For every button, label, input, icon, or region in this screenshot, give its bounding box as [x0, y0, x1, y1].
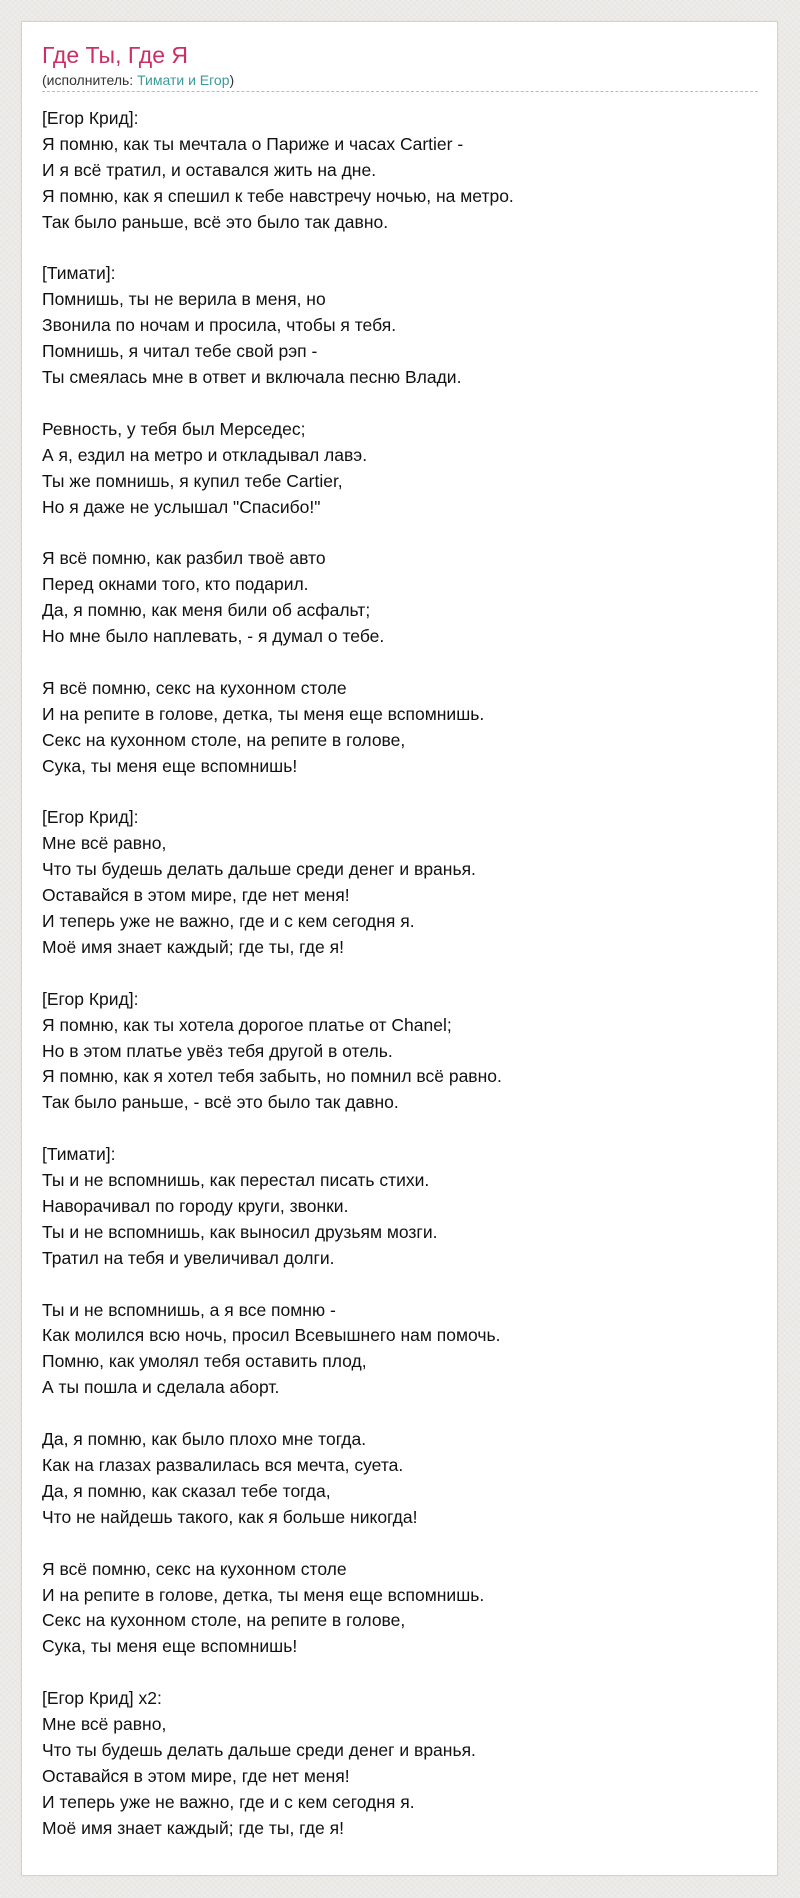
lyrics-line: Что ты будешь делать дальше среди денег и вранья.	[42, 1739, 476, 1760]
lyrics-line: Что ты будешь делать дальше среди денег и вранья.	[42, 859, 476, 880]
lyrics-stanza	[42, 1298, 758, 1402]
lyrics-line: Сука, ты меня еще вспомнишь!	[42, 755, 298, 776]
artist-link[interactable]: Тимати и Егор	[137, 72, 230, 88]
lyrics-line: Наворачивал по городу круги, звонки.	[42, 1195, 349, 1216]
lyrics-line: Я всё помню, секс на кухонном столе	[42, 1558, 347, 1579]
lyrics-line: Ревность, у тебя был Мерседес;	[42, 418, 306, 439]
lyrics-stanza	[42, 261, 758, 391]
lyrics-line: Я помню, как я хотел тебя забыть, но помнил всё равно.	[42, 1066, 502, 1087]
lyrics-line: Да, я помню, как сказал тебе тогда,	[42, 1480, 331, 1501]
lyrics-stanza	[42, 676, 758, 780]
lyrics-line: [Егор Крид] x2:	[42, 1688, 162, 1709]
lyrics-line: Ты же помнишь, я купил тебе Cartier,	[42, 470, 343, 491]
lyrics-line: Ты и не вспомнишь, а я все помню -	[42, 1299, 336, 1320]
lyrics-stanza	[42, 987, 758, 1117]
lyrics-line: Что не найдешь такого, как я больше никогда!	[42, 1506, 418, 1527]
lyrics-stanza	[42, 805, 758, 960]
song-header	[42, 42, 758, 92]
lyrics-line: Помнишь, я читал тебе свой рэп -	[42, 341, 318, 362]
lyrics-line: Ты смеялась мне в ответ и включала песню Влади.	[42, 367, 462, 388]
lyrics-line: [Тимати]:	[42, 263, 116, 284]
lyrics-stanza	[42, 1427, 758, 1531]
lyrics-line: [Егор Крид]:	[42, 807, 139, 828]
lyrics-line: Да, я помню, как меня били об асфальт;	[42, 600, 371, 621]
lyrics-line: Секс на кухонном столе, на репите в голове,	[42, 729, 406, 750]
lyrics-line: Как молился всю ночь, просил Всевышнего нам помочь.	[42, 1325, 501, 1346]
lyrics-line: Ты и не вспомнишь, как перестал писать стихи.	[42, 1170, 430, 1191]
lyrics-line: Я помню, как ты мечтала о Париже и часах Cartier -	[42, 133, 464, 154]
lyrics-line: Оставайся в этом мире, где нет меня!	[42, 1765, 350, 1786]
lyrics-line: И я всё тратил, и оставался жить на дне.	[42, 159, 377, 180]
lyrics-line: Секс на кухонном столе, на репите в голове,	[42, 1610, 406, 1631]
lyrics-line: Мне всё равно,	[42, 833, 167, 854]
lyrics-line: Я помню, как я спешил к тебе навстречу ночью, на метро.	[42, 185, 514, 206]
lyrics-line: Я всё помню, как разбил твоё авто	[42, 548, 326, 569]
lyrics-line: Тратил на тебя и увеличивал долги.	[42, 1247, 335, 1268]
lyrics-line: Звонила по ночам и просила, чтобы я тебя.	[42, 315, 397, 336]
lyrics-line: Но я даже не услышал "Спасибо!"	[42, 496, 321, 517]
lyrics-line: [Тимати]:	[42, 1144, 116, 1165]
lyrics-stanza	[42, 417, 758, 521]
lyrics-line: Мне всё равно,	[42, 1714, 167, 1735]
lyrics-line: Я всё помню, секс на кухонном столе	[42, 677, 347, 698]
lyrics-stanza	[42, 1557, 758, 1661]
lyrics-line: И теперь уже не важно, где и с кем сегодня я.	[42, 911, 415, 932]
lyrics-line: Ты и не вспомнишь, как выносил друзьям мозги.	[42, 1221, 438, 1242]
lyrics-line: Моё имя знает каждый; где ты, где я!	[42, 1817, 344, 1838]
lyrics-line: Перед окнами того, кто подарил.	[42, 574, 309, 595]
lyrics-card	[21, 21, 778, 1876]
lyrics-line: Сука, ты меня еще вспомнишь!	[42, 1636, 298, 1657]
lyrics-line: [Егор Крид]:	[42, 108, 139, 128]
byline-suffix: )	[229, 72, 235, 88]
lyrics-line: Так было раньше, всё это было так давно.	[42, 211, 389, 232]
lyrics-line: И на репите в голове, детка, ты меня еще вспомнишь.	[42, 1584, 485, 1605]
lyrics-body	[42, 106, 758, 1842]
lyrics-line: А ты пошла и сделала аборт.	[42, 1377, 280, 1398]
lyrics-stanza	[42, 546, 758, 650]
lyrics-line: Но в этом платье увёз тебя другой в отель.	[42, 1040, 393, 1061]
lyrics-stanza	[42, 106, 758, 236]
lyrics-line: Помнишь, ты не верила в меня, но	[42, 289, 326, 310]
lyrics-line: Я помню, как ты хотела дорогое платье от Chanel;	[42, 1014, 452, 1035]
lyrics-line: И на репите в голове, детка, ты меня еще вспомнишь.	[42, 703, 485, 724]
lyrics-line: А я, ездил на метро и откладывал лавэ.	[42, 444, 368, 465]
lyrics-line: [Егор Крид]:	[42, 988, 139, 1009]
lyrics-line: Но мне было наплевать, - я думал о тебе.	[42, 626, 385, 647]
song-title: Где Ты, Где Я	[42, 42, 188, 68]
lyrics-line: И теперь уже не важно, где и с кем сегодня я.	[42, 1791, 415, 1812]
byline-prefix: (исполнитель:	[42, 72, 138, 88]
lyrics-line: Как на глазах развалилась вся мечта, суета.	[42, 1454, 404, 1475]
lyrics-stanza	[42, 1142, 758, 1272]
artist-byline	[42, 72, 758, 92]
lyrics-line: Оставайся в этом мире, где нет меня!	[42, 885, 350, 906]
lyrics-line: Моё имя знает каждый; где ты, где я!	[42, 936, 344, 957]
lyrics-line: Так было раньше, - всё это было так давно.	[42, 1092, 399, 1113]
lyrics-stanza	[42, 1686, 758, 1841]
lyrics-line: Помню, как умолял тебя оставить плод,	[42, 1351, 367, 1372]
lyrics-line: Да, я помню, как было плохо мне тогда.	[42, 1429, 367, 1450]
